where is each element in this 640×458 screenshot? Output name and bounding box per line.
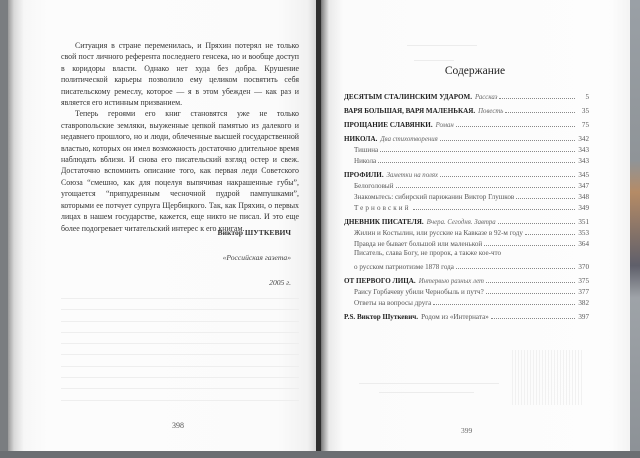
toc-subentry[interactable]: Никола 343	[354, 156, 589, 165]
toc-title: Содержание	[444, 65, 506, 77]
table-of-contents	[344, 90, 589, 321]
review-author: Виктор ШУТКЕВИЧ	[217, 228, 291, 237]
page-edge	[630, 0, 640, 458]
review-text	[61, 40, 299, 234]
review-source: «Российская газета»	[222, 253, 291, 262]
paragraph: Ситуация в стране переменилась, и Пряхин потерял не только свой пост личного референта последнего генсека, но и вообще доступ в коридоры власти. Однако нет худа без добра. Крушение политической карьеры позволило ему целиком посвятить себя писательскому ремеслу, которое — я в этом убежден — как раз и является его истинным призванием.	[61, 41, 299, 108]
bleed-through-line	[414, 60, 454, 61]
toc-subentry[interactable]: Тишина 343	[354, 145, 589, 154]
right-page	[319, 0, 631, 452]
paragraph: Теперь героями его книг становятся уже не только ставропольские земляки, выуженные цепкой памятью из далекого и недавнего прошлого, но и люди, облеченные высшей государственной властью, которых он имел возможность достаточно длительное время наблюдать вблизи. И снова его писательский взгляд остер и свеж. Достаточно вспомнить описание того, как первая леди Советского Союза “смешно, как для поцелуя выпячивая накрашенные губы”, угощается “припудренным чесночной пудрой пампушками”, которыми ее потчует супруга Щербицкого. Так, как Пряхин, о первых лицах в нашем государстве, кажется, еще никто не писал. И это еще более подогревает читательский интерес к его книгам.	[61, 109, 299, 233]
toc-subentry[interactable]: Белоголовый 347	[354, 181, 589, 190]
review-year: 2005 г.	[269, 278, 291, 287]
toc-entry[interactable]: ДНЕВНИК ПИСАТЕЛЯ. Вчера. Сегодня. Завтра 351	[344, 218, 589, 227]
page-number-right: 399	[461, 426, 473, 435]
toc-subentry[interactable]: Писатель, слава Богу, не пророк, а также кое-что о русском патриотизме 1878 года 370	[354, 249, 589, 271]
toc-subentry[interactable]: Ответы на вопросы друга 382	[354, 298, 589, 307]
toc-subentry[interactable]: Терновский 349	[354, 204, 589, 213]
page-number-left: 398	[172, 421, 184, 430]
left-page	[8, 0, 318, 452]
toc-entry[interactable]: ВАРЯ БОЛЬШАЯ, ВАРЯ МАЛЕНЬКАЯ. Повесть 35	[344, 106, 589, 115]
bleed-through-text	[61, 298, 299, 411]
toc-subentry[interactable]: Жилин и Костылин, или русские на Кавказе в 92-м году 353	[354, 229, 589, 238]
toc-entry[interactable]: ОТ ПЕРВОГО ЛИЦА. Интервью разных лет 375	[344, 276, 589, 285]
scanner-bed-edge	[0, 451, 640, 458]
book-gutter	[316, 0, 321, 452]
toc-subentry[interactable]: Правда не бывает большой или маленькой 364	[354, 240, 589, 249]
toc-entry[interactable]: ПРОЩАНИЕ СЛАВЯНКИ. Роман 75	[344, 120, 589, 129]
toc-subentry[interactable]: Знакомьтесь: сибирский парижанин Виктор Глушков 348	[354, 193, 589, 202]
toc-entry[interactable]: НИКОЛА. Два стихотворения 342	[344, 134, 589, 143]
toc-entry[interactable]: ПРОФИЛИ. Заметки на полях 345	[344, 170, 589, 179]
bleed-through-line	[359, 383, 499, 384]
bleed-through-line	[407, 45, 477, 46]
toc-entry[interactable]: P.S. Виктор Шуткевич. Родом из «Интерната» 397	[344, 312, 589, 321]
bleed-through-line	[379, 392, 474, 393]
toc-entry[interactable]: ДЕСЯТЫМ СТАЛИНСКИМ УДАРОМ. Рассказ 5	[344, 93, 589, 102]
bleed-through-barcode	[512, 350, 582, 405]
toc-subentry[interactable]: Раису Горбачеву убили Чернобыль и путч? 377	[354, 287, 589, 296]
